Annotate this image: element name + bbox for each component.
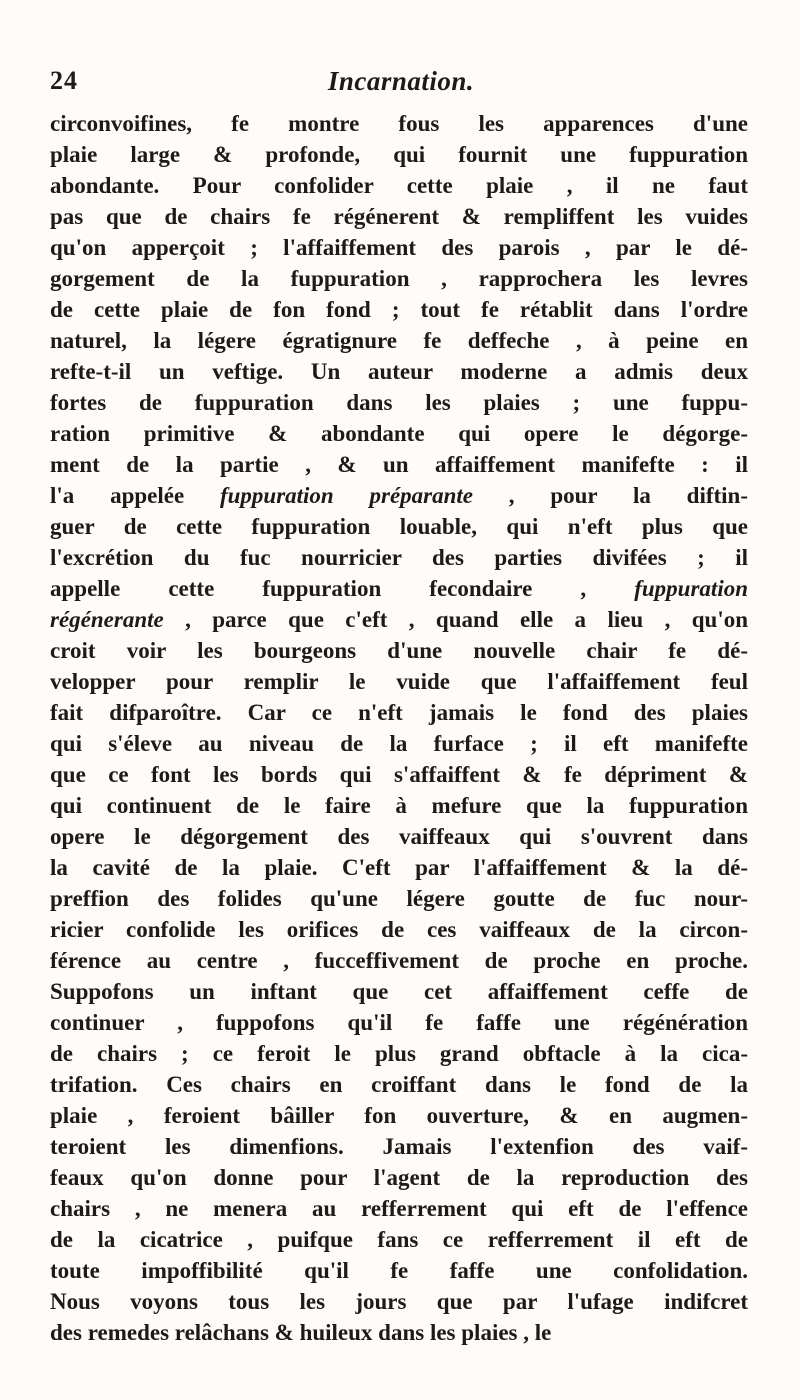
text-line: de la cicatrice , puifque fans ce refferrement il eft de: [50, 1227, 748, 1252]
page-header: [50, 66, 752, 100]
text-line: que ce font les bords qui s'affaiffent & fe dépriment &: [50, 762, 748, 787]
text-line: guer de cette fuppuration louable, qui n'eft plus que: [50, 514, 748, 539]
text-line: opere le dégorgement des vaiffeaux qui s'ouvrent dans: [50, 824, 748, 849]
text-line: appelle cette fuppuration fecondaire , fuppuration: [50, 576, 748, 601]
text-line: Nous voyons tous les jours que par l'ufage indifcret: [50, 1289, 748, 1314]
text-line: ricier confolide les orifices de ces vaiffeaux de la circon-: [50, 917, 748, 942]
text-line: velopper pour remplir le vuide que l'affaiffement feul: [50, 669, 748, 694]
text-line: l'excrétion du fuc nourricier des parties divifées ; il: [50, 545, 748, 570]
text-line: fait difparoître. Car ce n'eft jamais le fond des plaies: [50, 700, 748, 725]
text-line: continuer , fuppofons qu'il fe faffe une régénération: [50, 1010, 748, 1035]
text-line: de cette plaie de fon fond ; tout fe rétablit dans l'ordre: [50, 297, 748, 322]
text-line: chairs , ne menera au refferrement qui eft de l'effence: [50, 1196, 748, 1221]
text-line: teroient les dimenfions. Jamais l'extenfion des vaif-: [50, 1134, 748, 1159]
running-title: Incarnation.: [327, 66, 475, 96]
text-line: qui s'éleve au niveau de la furface ; il eft manifefte: [50, 731, 748, 756]
text-line: feaux qu'on donne pour l'agent de la reproduction des: [50, 1165, 748, 1190]
text-line: preffion des folides qu'une légere goutte de fuc nour-: [50, 886, 748, 911]
text-line: circonvoifines, fe montre fous les apparences d'une: [50, 111, 748, 136]
text-line: l'a appelée fuppuration préparante , pour la diftin-: [50, 483, 749, 508]
text-line: naturel, la légere égratignure fe deffeche , à peine en: [50, 328, 748, 353]
italic-term: fuppuration préparante: [219, 483, 474, 508]
text-line: de chairs ; ce feroit le plus grand obftacle à la cica-: [50, 1041, 748, 1066]
text-line: férence au centre , fucceffivement de proche en proche.: [50, 948, 748, 973]
text-line: plaie , feroient bâiller fon ouverture, & en augmen-: [50, 1103, 748, 1128]
text-line: Suppofons un inftant que cet affaiffement ceffe de: [50, 979, 748, 1004]
text-line: la cavité de la plaie. C'eft par l'affaiffement & la dé-: [50, 855, 748, 880]
text-line: qu'on apperçoit ; l'affaiffement des parois , par le dé-: [50, 235, 748, 260]
text-line: trifation. Ces chairs en croiffant dans le fond de la: [50, 1072, 748, 1097]
italic-term: fuppuration: [634, 576, 748, 601]
page-number: 24: [50, 66, 78, 95]
text-line: refte-t-il un veftige. Un auteur moderne a admis deux: [50, 359, 748, 384]
text-line: plaie large & profonde, qui fournit une fuppuration: [50, 142, 748, 167]
text-line: ration primitive & abondante qui opere le dégorge-: [50, 421, 748, 446]
body-text: [50, 108, 748, 1348]
text-line: croit voir les bourgeons d'une nouvelle chair fe dé-: [50, 638, 748, 663]
italic-term: régénerante: [50, 607, 164, 632]
text-line: régénerante , parce que c'eft , quand elle a lieu , qu'on: [50, 607, 748, 632]
text-line: ment de la partie , & un affaiffement manifefte : il: [50, 452, 748, 477]
text-line: gorgement de la fuppuration , rapprochera les levres: [50, 266, 748, 291]
text-line: qui continuent de le faire à mefure que la fuppuration: [50, 793, 748, 818]
text-line: pas que de chairs fe régénerent & rempliffent les vuides: [50, 204, 748, 229]
text-line: fortes de fuppuration dans les plaies ; une fuppu-: [50, 390, 748, 415]
text-line: des remedes relâchans & huileux dans les plaies , le: [50, 1320, 552, 1345]
text-line: abondante. Pour confolider cette plaie , il ne faut: [50, 173, 748, 198]
text-line: toute impoffibilité qu'il fe faffe une confolidation.: [50, 1258, 748, 1283]
